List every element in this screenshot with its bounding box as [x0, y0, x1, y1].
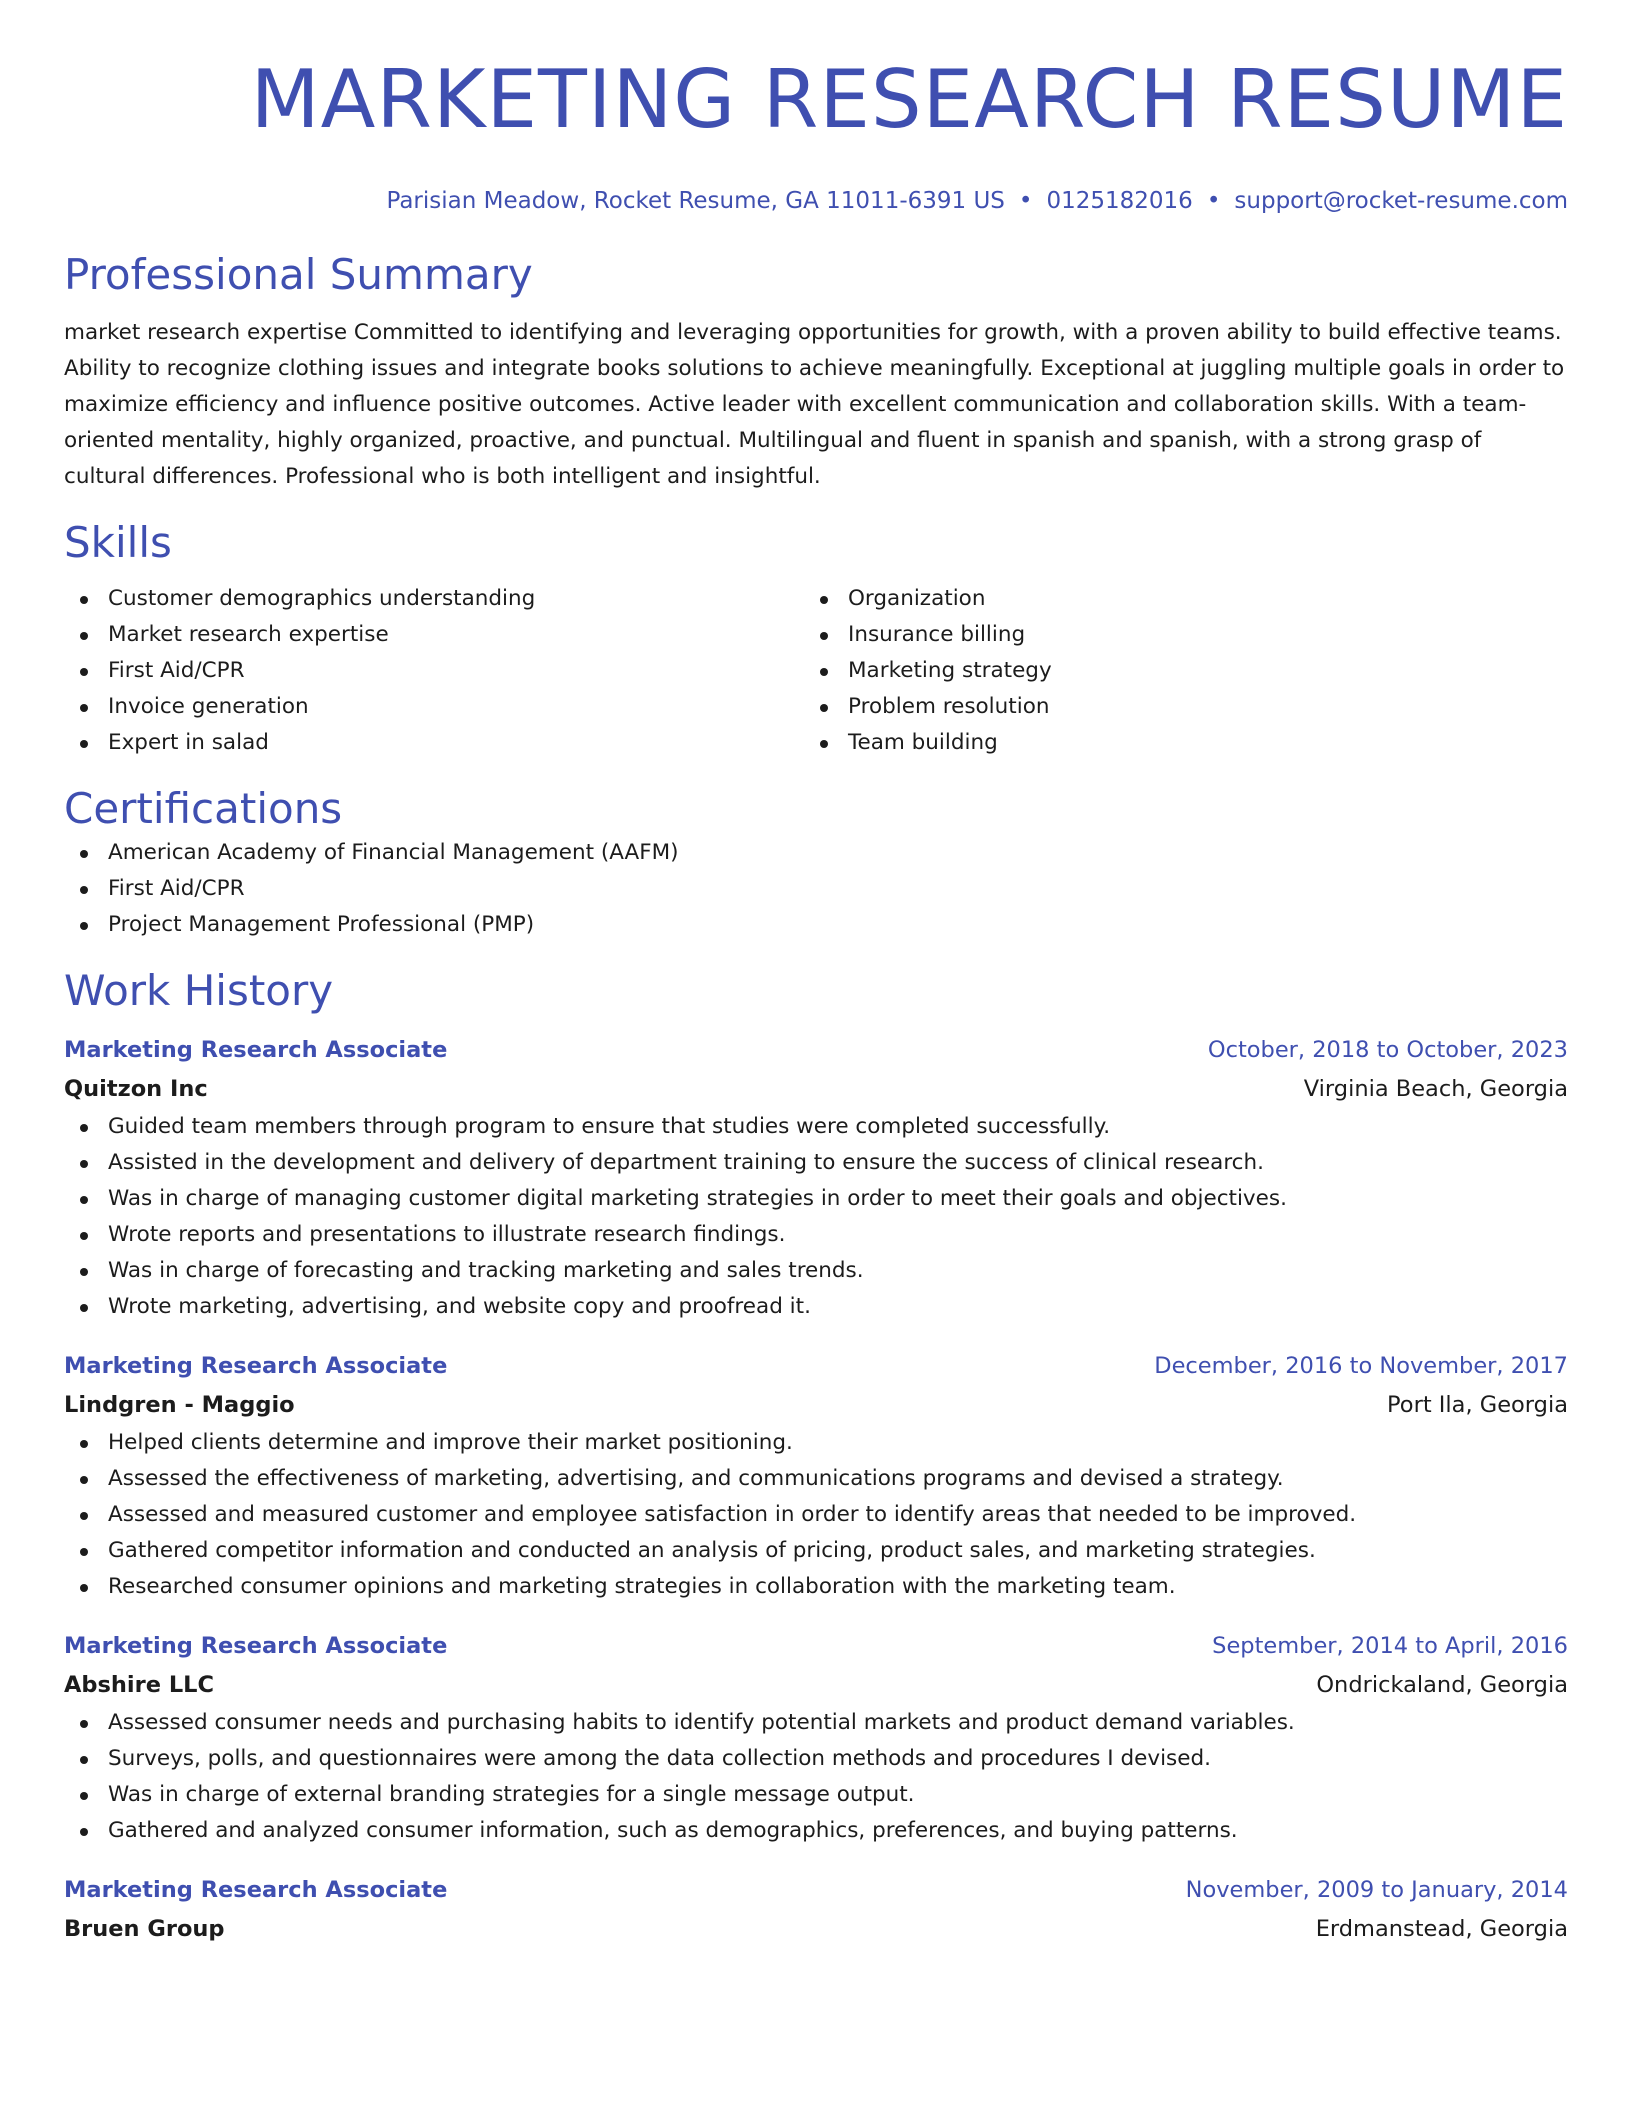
contact-separator: •: [1018, 188, 1033, 214]
work-history-section: [64, 965, 1568, 1949]
job-company: Lindgren - Maggio: [64, 1392, 295, 1418]
certification-item: First Aid/CPR: [64, 871, 1568, 907]
resume-title: MARKETING RESEARCH RESUME: [250, 53, 1568, 146]
job-duty: Wrote marketing, advertising, and website copy and proofread it.: [64, 1289, 1568, 1325]
skill-item: Customer demographics understanding: [64, 581, 804, 617]
contact-separator: •: [1206, 188, 1221, 214]
job-duty: Was in charge of managing customer digital marketing strategies in order to meet their goals and objectives.: [64, 1181, 1568, 1217]
job-duties-list: [64, 1425, 1568, 1605]
job-duty: Assisted in the development and delivery of department training to ensure the success of clinical research.: [64, 1145, 1568, 1181]
job-location: Erdmanstead, Georgia: [1315, 1916, 1568, 1942]
job-title: Marketing Research Associate: [64, 1037, 448, 1063]
summary-heading: Professional Summary: [64, 250, 533, 299]
job-entry: [64, 1871, 1568, 1949]
job-duty: Was in charge of forecasting and tracking marketing and sales trends.: [64, 1253, 1568, 1289]
job-title-row: [64, 1031, 1568, 1070]
resume-header: [64, 52, 1568, 216]
skills-columns: [64, 581, 1568, 761]
job-company-row: [64, 1910, 1568, 1949]
job-company: Bruen Group: [64, 1916, 225, 1942]
skills-section: [64, 517, 1568, 761]
certification-item: American Academy of Financial Management (AAFM): [64, 835, 1568, 871]
work-history-heading: Work History: [64, 966, 334, 1015]
job-location: Ondrickaland, Georgia: [1316, 1672, 1568, 1698]
skills-list-right: [804, 581, 1544, 761]
contact-email: support@rocket-resume.com: [1234, 188, 1568, 214]
job-duty: Assessed and measured customer and employee satisfaction in order to identify areas that needed to be improved.: [64, 1497, 1568, 1533]
job-dates: September, 2014 to April, 2016: [1212, 1633, 1568, 1659]
summary-text: market research expertise Committed to identifying and leveraging opportunities for growth, with a proven ability to build effective teams. Ability to recognize clothing issues and integrate books solutions to achieve meaningfully. Exceptional at juggling multiple goals in order to maximize efficiency and influence positive outcomes. Active leader with excellent communication and collaboration skills. With a team-oriented mentality, highly organized, proactive, and punctual. Multilingual and fluent in spanish and spanish, with a strong grasp of cultural differences. Professional who is both intelligent and insightful.: [64, 320, 1565, 489]
skills-column-left: [64, 581, 804, 761]
job-duty: Surveys, polls, and questionnaires were among the data collection methods and procedures I devised.: [64, 1741, 1568, 1777]
job-duty: Wrote reports and presentations to illustrate research findings.: [64, 1217, 1568, 1253]
job-dates: November, 2009 to January, 2014: [1185, 1877, 1568, 1903]
job-duty: Guided team members through program to ensure that studies were completed successfully.: [64, 1109, 1568, 1145]
skills-column-right: [804, 581, 1544, 761]
skill-item: Invoice generation: [64, 689, 804, 725]
skill-item: Team building: [804, 725, 1544, 761]
skill-item: Marketing strategy: [804, 653, 1544, 689]
job-company-row: [64, 1070, 1568, 1109]
job-duty: Was in charge of external branding strategies for a single message output.: [64, 1777, 1568, 1813]
job-entry: [64, 1627, 1568, 1849]
certifications-list: [64, 835, 1568, 943]
job-location: Virginia Beach, Georgia: [1303, 1076, 1568, 1102]
certification-item: Project Management Professional (PMP): [64, 907, 1568, 943]
skill-item: Organization: [804, 581, 1544, 617]
job-company: Quitzon Inc: [64, 1076, 208, 1102]
job-entry: [64, 1031, 1568, 1325]
job-entry: [64, 1347, 1568, 1605]
job-duties-list: [64, 1109, 1568, 1325]
job-title: Marketing Research Associate: [64, 1353, 448, 1379]
job-duty: Assessed the effectiveness of marketing, advertising, and communications programs and devised a strategy.: [64, 1461, 1568, 1497]
contact-phone: 0125182016: [1046, 188, 1193, 214]
job-title: Marketing Research Associate: [64, 1877, 448, 1903]
job-company: Abshire LLC: [64, 1672, 215, 1698]
job-duties-list: [64, 1705, 1568, 1849]
skill-item: Expert in salad: [64, 725, 804, 761]
summary-section: [64, 249, 1568, 495]
job-title-row: [64, 1347, 1568, 1386]
job-duty: Assessed consumer needs and purchasing habits to identify potential markets and product demand variables.: [64, 1705, 1568, 1741]
job-duty: Researched consumer opinions and marketing strategies in collaboration with the marketing team.: [64, 1569, 1568, 1605]
certifications-section: [64, 783, 1568, 943]
skills-list-left: [64, 581, 804, 761]
job-title: Marketing Research Associate: [64, 1633, 448, 1659]
skill-item: Problem resolution: [804, 689, 1544, 725]
contact-address: Parisian Meadow, Rocket Resume, GA 11011-6391 US: [386, 188, 1005, 214]
skill-item: Market research expertise: [64, 617, 804, 653]
job-dates: December, 2016 to November, 2017: [1154, 1353, 1568, 1379]
job-title-row: [64, 1871, 1568, 1910]
job-location: Port Ila, Georgia: [1387, 1392, 1568, 1418]
job-company-row: [64, 1666, 1568, 1705]
skill-item: First Aid/CPR: [64, 653, 804, 689]
job-duty: Gathered and analyzed consumer information, such as demographics, preferences, and buying patterns.: [64, 1813, 1568, 1849]
certifications-heading: Certifications: [64, 784, 343, 833]
job-duty: Gathered competitor information and conducted an analysis of pricing, product sales, and marketing strategies.: [64, 1533, 1568, 1569]
skill-item: Insurance billing: [804, 617, 1544, 653]
contact-line: [64, 186, 1568, 216]
skills-heading: Skills: [64, 518, 172, 567]
job-dates: October, 2018 to October, 2023: [1207, 1037, 1568, 1063]
job-duty: Helped clients determine and improve their market positioning.: [64, 1425, 1568, 1461]
job-title-row: [64, 1627, 1568, 1666]
job-company-row: [64, 1386, 1568, 1425]
